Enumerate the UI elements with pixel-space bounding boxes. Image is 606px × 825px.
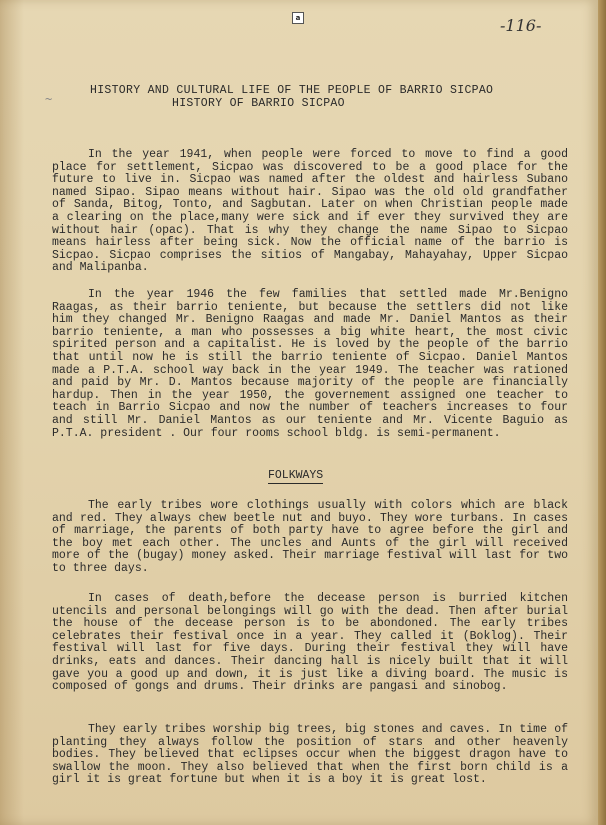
folkways-paragraph-2: In cases of death,before the decease person is burried kitchen utencils and personal belongings will go with the dead. Then after burial the house of the decease person is to be abondoned. The early tribes celebrates their festival once in a year. They called it (Boklog). Their festival will last for five days. During their festival they will have drinks, eats and dances. Their dancing hall is nicely built that it will gave you a good up and down, it is just like a diving board. The music is composed of gongs and drums. Their drinks are pangasi and sinobog. bbox=[52, 592, 568, 694]
history-paragraph-2: In the year 1946 the few families that settled made Mr.Benigno Raagas, as their barrio teniente, but because the settlers did not like him they changed Mr. Benigno Raagas and made Mr. Daniel Mantos as their barrio teniente, a man who possesses a big white heart, the most civic spirited person and a capitalist. He is loved by the people of the barrio that until now he is still the barrio teniente of Sicpao. Daniel Mantos made a P.T.A. school way back in the year 1949. The teacher was rationed and paid by Mr. D. Mantos because majority of the people are financially hardup. Then in the year 1950, the governement assigned one teacher to teach in Barrio Sicpao and now the number of teachers increases to four and still Mr. Daniel Mantos as our teniente and Mr. Vicente Baguio as P.T.A. president . Our four rooms school bldg. is semi-permanent. bbox=[52, 288, 568, 440]
history-paragraph-1: In the year 1941, when people were forced to move to find a good place for settlement, Sicpao was discovered to be a good place for the future to live in. Sicpao was named after the oldest and hairless Subano named Sipao. Sipao means without hair. Sipao was the old old grandfather of Sanda, Bitog, Tonto, and Sagbutan. Later on when Christian people made a clearing on the place,many were sick and if ever they survived they are without hair (opac). That is why they change the name Sipao to Sicpao means hairless after being sick. Now the official name of the barrio is Sicpao. Sicpao comprises the sitios of Mangabay, Mahayahay, Upper Sicpao and Malipanba. bbox=[52, 148, 568, 275]
document-subtitle: HISTORY OF BARRIO SICPAO bbox=[172, 97, 345, 110]
margin-mark: ~ bbox=[45, 92, 53, 106]
page-stain bbox=[0, 0, 24, 825]
page-edge bbox=[598, 0, 606, 825]
section-heading-folkways: FOLKWAYS bbox=[268, 469, 324, 482]
folkways-paragraph-3: They early tribes worship big trees, big stones and caves. In time of planting they always follow the position of stars and other heavenly bodies. They believed that eclipses occur when the biggest dragon have to swallow the moon. They also believed that when the first born child is a girl it is great fortune but when it is a boy it is great lost. bbox=[52, 723, 568, 787]
document-title: HISTORY AND CULTURAL LIFE OF THE PEOPLE OF BARRIO SICPAO bbox=[90, 84, 494, 97]
page-tag: a bbox=[292, 12, 304, 24]
page-number: -116- bbox=[500, 16, 542, 35]
folkways-paragraph-1: The early tribes wore clothings usually with colors which are black and red. They always chew beetle nut and buyo. They wore turbans. In cases of marriage, the parents of both party have to agree before the girl and the boy met each other. The uncles and Aunts of the girl will received more of the (bugay) money asked. Their marriage festival will last for two to three days. bbox=[52, 499, 568, 575]
